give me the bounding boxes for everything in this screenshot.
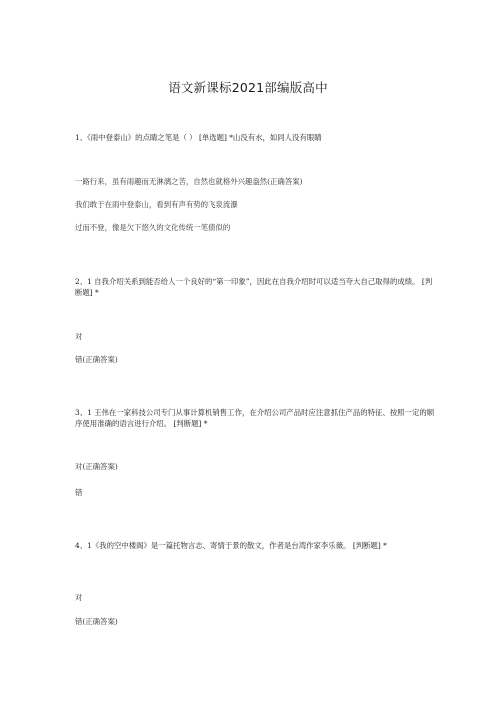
question-2-option-1[interactable]: 对 [75, 332, 83, 341]
question-2-prompt: 2、1 自我介绍关系到能否给人一个良好的“第一印象”，因此在自我介绍时可以适当夸大自己取得的成绩。 [判断题] * [75, 277, 433, 297]
question-1-option-1[interactable]: 一路行来，虽有雨趣而无淋漓之苦，自然也就格外兴趣盎然(正确答案) [75, 177, 303, 186]
question-4-prompt: 4、1《我的空中楼阁》是一篇托物言志、寄情于景的散文，作者是台湾作家李乐薇。 [判断题] * [75, 541, 387, 550]
question-1-option-2[interactable]: 我们敢于在雨中登泰山，看到有声有势的飞泉流瀑 [75, 200, 238, 209]
question-4-option-1[interactable]: 对 [75, 593, 83, 602]
question-3-option-1[interactable]: 对(正确答案) [75, 462, 118, 471]
question-1-option-3[interactable]: 过而不登，像是欠下悠久的文化传统一笔债似的 [75, 223, 231, 232]
question-3-option-2[interactable]: 错 [75, 488, 83, 497]
question-4-option-2[interactable]: 错(正确答案) [75, 617, 118, 626]
question-1-prompt: 1、《雨中登泰山》的点睛之笔是（ ） [单选题] *山没有水，如同人没有眼睛 [75, 133, 322, 142]
question-3-prompt: 3、1 王伟在一家科技公司专门从事计算机销售工作，在介绍公司产品时应注意抓住产品的特征、按照一定的顺序使用准确的语言进行介绍。 [判断题] * [75, 408, 435, 428]
question-2-option-2[interactable]: 错(正确答案) [75, 355, 118, 364]
page-title: 语文新课标2021部编版高中 [168, 80, 328, 95]
